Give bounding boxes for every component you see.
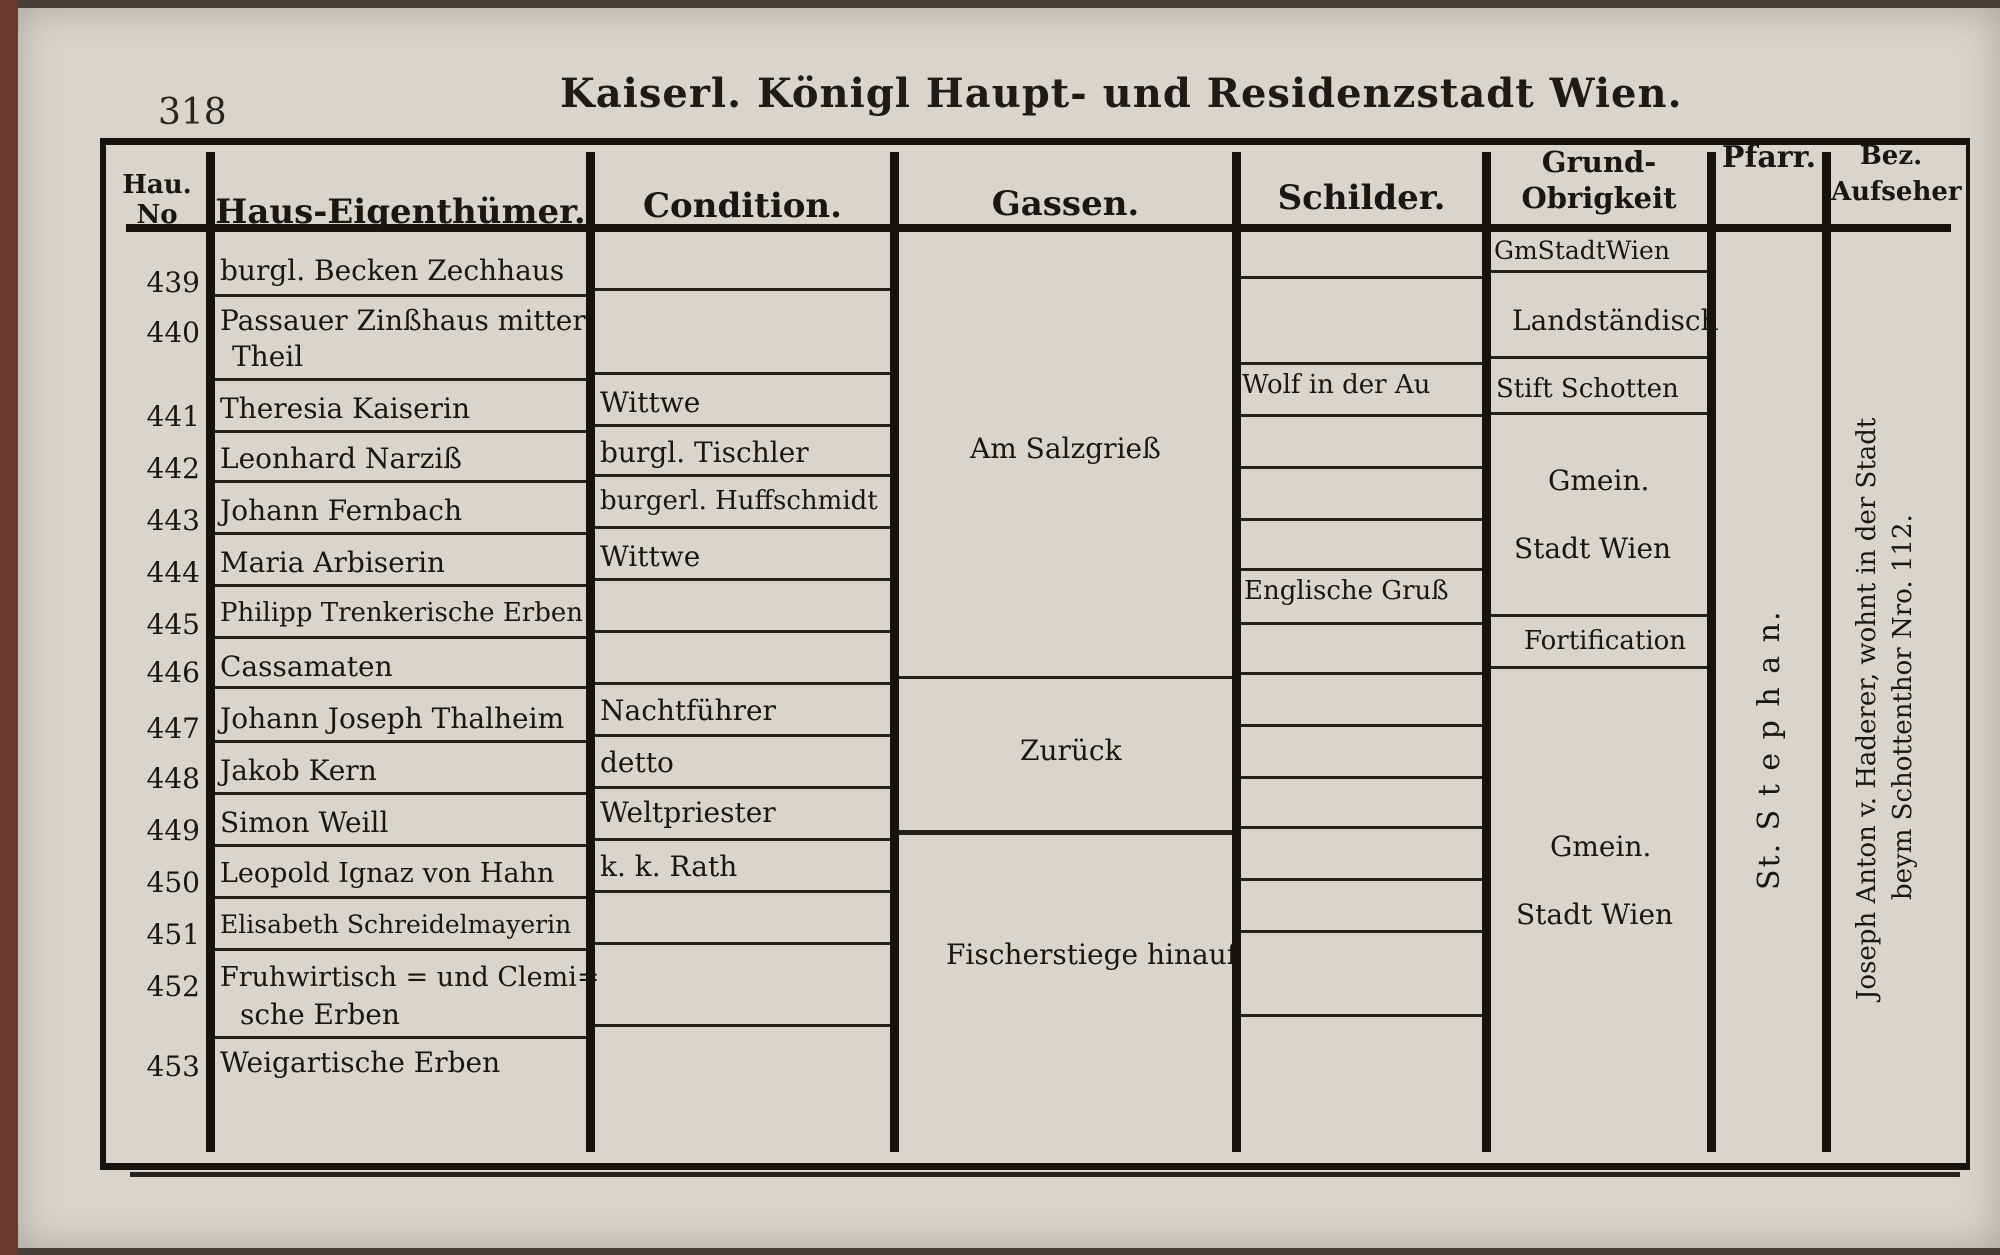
row-rule (595, 424, 890, 427)
column-rule (206, 152, 215, 1152)
owner-name: Fruhwirtisch = und Clemi= (220, 962, 600, 993)
house-number: 452 (146, 970, 200, 1003)
condition: Wittwe (600, 540, 701, 573)
row-rule (1241, 568, 1482, 571)
owner-name: Elisabeth Schreidelmayerin (220, 910, 572, 939)
row-rule (215, 740, 586, 743)
row-rule (215, 686, 586, 689)
row-rule (595, 734, 890, 737)
sign-name: Wolf in der Au (1242, 370, 1431, 400)
column-rule (1707, 152, 1716, 1152)
row-rule (1241, 672, 1482, 675)
house-number: 449 (146, 814, 200, 847)
house-number: 446 (146, 656, 200, 689)
owner-name-cont: sche Erben (240, 998, 400, 1031)
row-rule (1241, 724, 1482, 727)
row-rule (215, 430, 586, 433)
row-rule (1491, 614, 1707, 617)
owner-name: Passauer Zinßhaus mitter (220, 304, 586, 337)
row-rule (595, 474, 890, 477)
header-aufseher: Bez. Aufseher (1831, 141, 1962, 207)
owner-name: burgl. Becken Zechhaus (220, 254, 565, 287)
owner-name: Jakob Kern (220, 754, 377, 787)
row-rule (1241, 826, 1482, 829)
row-rule (1491, 356, 1707, 359)
house-number: 453 (146, 1050, 200, 1083)
house-number: 440 (146, 316, 200, 349)
header-schilder: Schilder. (1277, 178, 1446, 218)
header-eigenthuemer: Haus-Eigenthümer. (215, 192, 586, 232)
authority: Gmein. (1548, 464, 1650, 497)
column-rule (1482, 152, 1491, 1152)
house-number: 444 (146, 556, 200, 589)
row-rule (595, 890, 890, 893)
column-rule (586, 152, 595, 1152)
condition: Weltpriester (600, 796, 776, 829)
street-name: Fischerstiege hinauf (946, 938, 1238, 971)
row-rule (1241, 622, 1482, 625)
row-rule (215, 896, 586, 899)
row-rule (595, 372, 890, 375)
authority: Stadt Wien (1514, 532, 1672, 565)
row-rule (215, 532, 586, 535)
district-supervisor-address: beym Schottenthor Nro. 112. (1888, 514, 1918, 900)
row-rule (215, 378, 586, 381)
header-rule (1831, 224, 1951, 232)
column-rule (890, 152, 899, 1152)
house-number: 451 (146, 918, 200, 951)
authority: Stadt Wien (1516, 898, 1674, 931)
row-rule (595, 786, 890, 789)
condition: burgl. Tischler (600, 436, 809, 469)
book-edge (0, 0, 18, 1255)
parish-name: St. S t e p h a n. (1752, 609, 1787, 890)
row-rule (1241, 466, 1482, 469)
owner-name: Leonhard Narziß (220, 442, 462, 475)
header-hausno: Hau. No (122, 170, 192, 230)
row-rule (899, 676, 1232, 679)
column-rule (1232, 152, 1241, 1152)
owner-name: Weigartische Erben (220, 1046, 501, 1079)
house-number: 448 (146, 762, 200, 795)
row-rule (1241, 776, 1482, 779)
row-rule (1241, 276, 1482, 279)
condition: Wittwe (600, 386, 701, 419)
owner-name: Leopold Ignaz von Hahn (220, 858, 555, 889)
owner-name: Theresia Kaiserin (220, 392, 471, 425)
owner-name-cont: Theil (232, 340, 304, 373)
row-rule (595, 526, 890, 529)
row-rule (1491, 412, 1707, 415)
district-supervisor: Joseph Anton v. Haderer, wohnt in der Stadt (1852, 417, 1882, 1000)
row-rule (215, 1036, 586, 1039)
owner-name: Johann Joseph Thalheim (220, 702, 565, 735)
row-rule (1241, 518, 1482, 521)
condition: detto (600, 746, 674, 779)
column-rule (1822, 152, 1831, 1152)
house-number: 445 (146, 608, 200, 641)
row-rule (215, 584, 586, 587)
row-rule (595, 942, 890, 945)
row-rule (1241, 878, 1482, 881)
row-rule (595, 1024, 890, 1027)
row-rule (595, 578, 890, 581)
street-name: Zurück (1020, 734, 1122, 767)
row-rule (1491, 666, 1707, 669)
running-head: Kaiserl. Königl Haupt- und Residenzstadt Wien. (560, 70, 1683, 117)
header-rule (1716, 224, 1822, 232)
house-number: 442 (146, 452, 200, 485)
row-rule (215, 792, 586, 795)
row-rule (215, 636, 586, 639)
row-rule (1241, 1014, 1482, 1017)
house-number: 450 (146, 866, 200, 899)
authority: Fortification (1524, 626, 1687, 656)
house-number: 441 (146, 400, 200, 433)
authority: Gmein. (1550, 830, 1652, 863)
row-rule (1491, 270, 1707, 273)
header-obrigkeit: Grund-Obrigkeit (1521, 145, 1677, 215)
row-rule (595, 682, 890, 685)
header-gassen: Gassen. (991, 184, 1140, 224)
table-bottom-rule (130, 1172, 1960, 1177)
row-rule (1241, 414, 1482, 417)
row-rule (899, 830, 1232, 835)
owner-name: Philipp Trenkerische Erben (220, 598, 584, 628)
header-rule (1241, 224, 1482, 232)
owner-name: Simon Weill (220, 806, 389, 839)
condition: burgerl. Huffschmidt (600, 486, 878, 516)
row-rule (215, 844, 586, 847)
condition: Nachtführer (600, 694, 776, 727)
row-rule (595, 630, 890, 633)
row-rule (215, 948, 586, 951)
condition: k. k. Rath (600, 850, 738, 883)
header-condition: Condition. (642, 186, 842, 226)
row-rule (215, 294, 586, 297)
sign-name: Englische Gruß (1244, 576, 1449, 606)
house-number: 447 (146, 712, 200, 745)
header-rule (1491, 224, 1707, 232)
authority: Landständisch (1512, 304, 1719, 337)
header-pfarr: Pfarr. (1721, 140, 1817, 175)
owner-name: Cassamaten (220, 650, 393, 683)
row-rule (595, 838, 890, 841)
house-number: 443 (146, 504, 200, 537)
authority: GmStadtWien (1494, 236, 1670, 265)
row-rule (1241, 362, 1482, 365)
row-rule (215, 480, 586, 483)
page-number: 318 (158, 92, 227, 133)
row-rule (1241, 930, 1482, 933)
house-number: 439 (146, 266, 200, 299)
owner-name: Maria Arbiserin (220, 546, 446, 579)
header-rule (899, 224, 1232, 232)
authority: Stift Schotten (1496, 374, 1679, 404)
row-rule (595, 288, 890, 291)
owner-name: Johann Fernbach (220, 494, 462, 527)
street-name: Am Salzgrieß (970, 432, 1161, 465)
